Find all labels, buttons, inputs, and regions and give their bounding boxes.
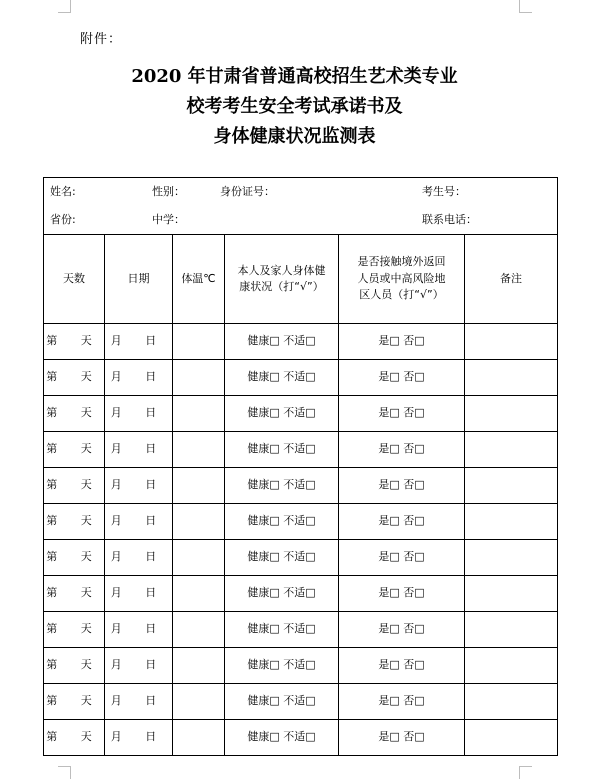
- remarks-cell[interactable]: [465, 684, 558, 720]
- health-status-cell[interactable]: 健康□ 不适□: [225, 720, 339, 756]
- date-cell[interactable]: 月 日: [105, 720, 173, 756]
- table-row: [44, 684, 558, 720]
- day-cell: 第 天: [44, 612, 105, 648]
- temperature-cell[interactable]: [173, 468, 225, 504]
- header-health-line: 康状况（打“√”）: [239, 280, 324, 293]
- info-row-contact: [44, 206, 558, 235]
- header-health-status: [225, 235, 339, 324]
- table-row: [44, 720, 558, 756]
- temperature-cell[interactable]: [173, 540, 225, 576]
- info-row-personal: [44, 178, 558, 207]
- health-status-cell[interactable]: 健康□ 不适□: [225, 396, 339, 432]
- header-date: 日期: [105, 235, 173, 324]
- remarks-cell[interactable]: [465, 396, 558, 432]
- temperature-cell[interactable]: [173, 576, 225, 612]
- day-cell: 第 天: [44, 576, 105, 612]
- date-cell[interactable]: 月 日: [105, 324, 173, 360]
- remarks-cell[interactable]: [465, 324, 558, 360]
- contact-exposure-cell[interactable]: 是□ 否□: [339, 504, 465, 540]
- contact-exposure-cell[interactable]: 是□ 否□: [339, 684, 465, 720]
- remarks-cell[interactable]: [465, 432, 558, 468]
- day-cell: 第 天: [44, 432, 105, 468]
- remarks-cell[interactable]: [465, 468, 558, 504]
- table-row: [44, 432, 558, 468]
- health-status-cell[interactable]: 健康□ 不适□: [225, 684, 339, 720]
- day-cell: 第 天: [44, 360, 105, 396]
- daily-record-rows: [44, 324, 558, 756]
- day-cell: 第 天: [44, 468, 105, 504]
- header-contact-line: 是否接触境外返回: [357, 255, 446, 269]
- table-row: [44, 576, 558, 612]
- date-cell[interactable]: 月 日: [105, 396, 173, 432]
- date-cell[interactable]: 月 日: [105, 432, 173, 468]
- contact-exposure-cell[interactable]: 是□ 否□: [339, 576, 465, 612]
- remarks-cell[interactable]: [465, 360, 558, 396]
- temperature-cell[interactable]: [173, 684, 225, 720]
- province-field[interactable]: 省份:: [50, 213, 76, 226]
- date-cell[interactable]: 月 日: [105, 540, 173, 576]
- header-health-line: 本人及家人身体健: [237, 263, 326, 277]
- exam-number-field[interactable]: 考生号：: [422, 185, 466, 198]
- header-remarks: 备注: [465, 235, 558, 324]
- remarks-cell[interactable]: [465, 720, 558, 756]
- health-monitoring-table: [43, 177, 558, 756]
- temperature-cell[interactable]: [173, 324, 225, 360]
- contact-exposure-cell[interactable]: 是□ 否□: [339, 648, 465, 684]
- day-cell: 第 天: [44, 324, 105, 360]
- header-contact-exposure: [339, 235, 465, 324]
- header-day: 天数: [44, 235, 105, 324]
- day-cell: 第 天: [44, 720, 105, 756]
- table-row: [44, 648, 558, 684]
- table-row: [44, 504, 558, 540]
- temperature-cell[interactable]: [173, 432, 225, 468]
- contact-exposure-cell[interactable]: 是□ 否□: [339, 360, 465, 396]
- date-cell[interactable]: 月 日: [105, 612, 173, 648]
- remarks-cell[interactable]: [465, 540, 558, 576]
- health-status-cell[interactable]: 健康□ 不适□: [225, 324, 339, 360]
- header-contact-line: 人员或中高风险地: [357, 271, 446, 285]
- gender-field[interactable]: 性别：: [152, 185, 185, 198]
- health-status-cell[interactable]: 健康□ 不适□: [225, 468, 339, 504]
- temperature-cell[interactable]: [173, 612, 225, 648]
- page-corner-mark: [519, 0, 532, 13]
- name-field[interactable]: 姓名:: [50, 185, 76, 198]
- table-row: [44, 396, 558, 432]
- document-title-line-2: 校考考生安全考试承诺书及: [186, 96, 403, 117]
- remarks-cell[interactable]: [465, 576, 558, 612]
- health-status-cell[interactable]: 健康□ 不适□: [225, 576, 339, 612]
- contact-exposure-cell[interactable]: 是□ 否□: [339, 324, 465, 360]
- contact-exposure-cell[interactable]: 是□ 否□: [339, 432, 465, 468]
- document-title-line-1: 2020 年甘肃省普通高校招生艺术类专业: [131, 66, 458, 87]
- date-cell[interactable]: 月 日: [105, 684, 173, 720]
- day-cell: 第 天: [44, 396, 105, 432]
- health-status-cell[interactable]: 健康□ 不适□: [225, 612, 339, 648]
- school-field[interactable]: 中学：: [152, 213, 185, 226]
- document-title-line-3: 身体健康状况监测表: [213, 126, 376, 147]
- temperature-cell[interactable]: [173, 360, 225, 396]
- date-cell[interactable]: 月 日: [105, 468, 173, 504]
- health-status-cell[interactable]: 健康□ 不适□: [225, 540, 339, 576]
- page-corner-mark: [58, 766, 71, 779]
- remarks-cell[interactable]: [465, 504, 558, 540]
- remarks-cell[interactable]: [465, 612, 558, 648]
- day-cell: 第 天: [44, 684, 105, 720]
- table-row: [44, 612, 558, 648]
- date-cell[interactable]: 月 日: [105, 648, 173, 684]
- health-status-cell[interactable]: 健康□ 不适□: [225, 648, 339, 684]
- page-corner-mark: [519, 766, 532, 779]
- health-status-cell[interactable]: 健康□ 不适□: [225, 360, 339, 396]
- header-contact-line: 区人员（打“√”）: [359, 288, 444, 302]
- contact-exposure-cell[interactable]: 是□ 否□: [339, 396, 465, 432]
- health-status-cell[interactable]: 健康□ 不适□: [225, 504, 339, 540]
- header-temperature: 体温℃: [173, 235, 225, 324]
- temperature-cell[interactable]: [173, 504, 225, 540]
- temperature-cell[interactable]: [173, 648, 225, 684]
- day-cell: 第 天: [44, 648, 105, 684]
- page-corner-mark: [58, 0, 71, 13]
- date-cell[interactable]: 月 日: [105, 576, 173, 612]
- phone-field[interactable]: 联系电话：: [422, 213, 477, 226]
- contact-exposure-cell[interactable]: 是□ 否□: [339, 540, 465, 576]
- table-row: [44, 540, 558, 576]
- day-cell: 第 天: [44, 540, 105, 576]
- table-row: [44, 360, 558, 396]
- temperature-cell[interactable]: [173, 720, 225, 756]
- date-cell[interactable]: 月 日: [105, 360, 173, 396]
- contact-exposure-cell[interactable]: 是□ 否□: [339, 612, 465, 648]
- date-cell[interactable]: 月 日: [105, 504, 173, 540]
- health-status-cell[interactable]: 健康□ 不适□: [225, 432, 339, 468]
- table-header-row: [44, 235, 558, 324]
- table-row: [44, 468, 558, 504]
- remarks-cell[interactable]: [465, 648, 558, 684]
- contact-exposure-cell[interactable]: 是□ 否□: [339, 720, 465, 756]
- temperature-cell[interactable]: [173, 396, 225, 432]
- contact-exposure-cell[interactable]: 是□ 否□: [339, 468, 465, 504]
- id-number-field[interactable]: 身份证号：: [220, 185, 275, 198]
- day-cell: 第 天: [44, 504, 105, 540]
- attachment-label: 附件：: [80, 32, 123, 47]
- table-row: [44, 324, 558, 360]
